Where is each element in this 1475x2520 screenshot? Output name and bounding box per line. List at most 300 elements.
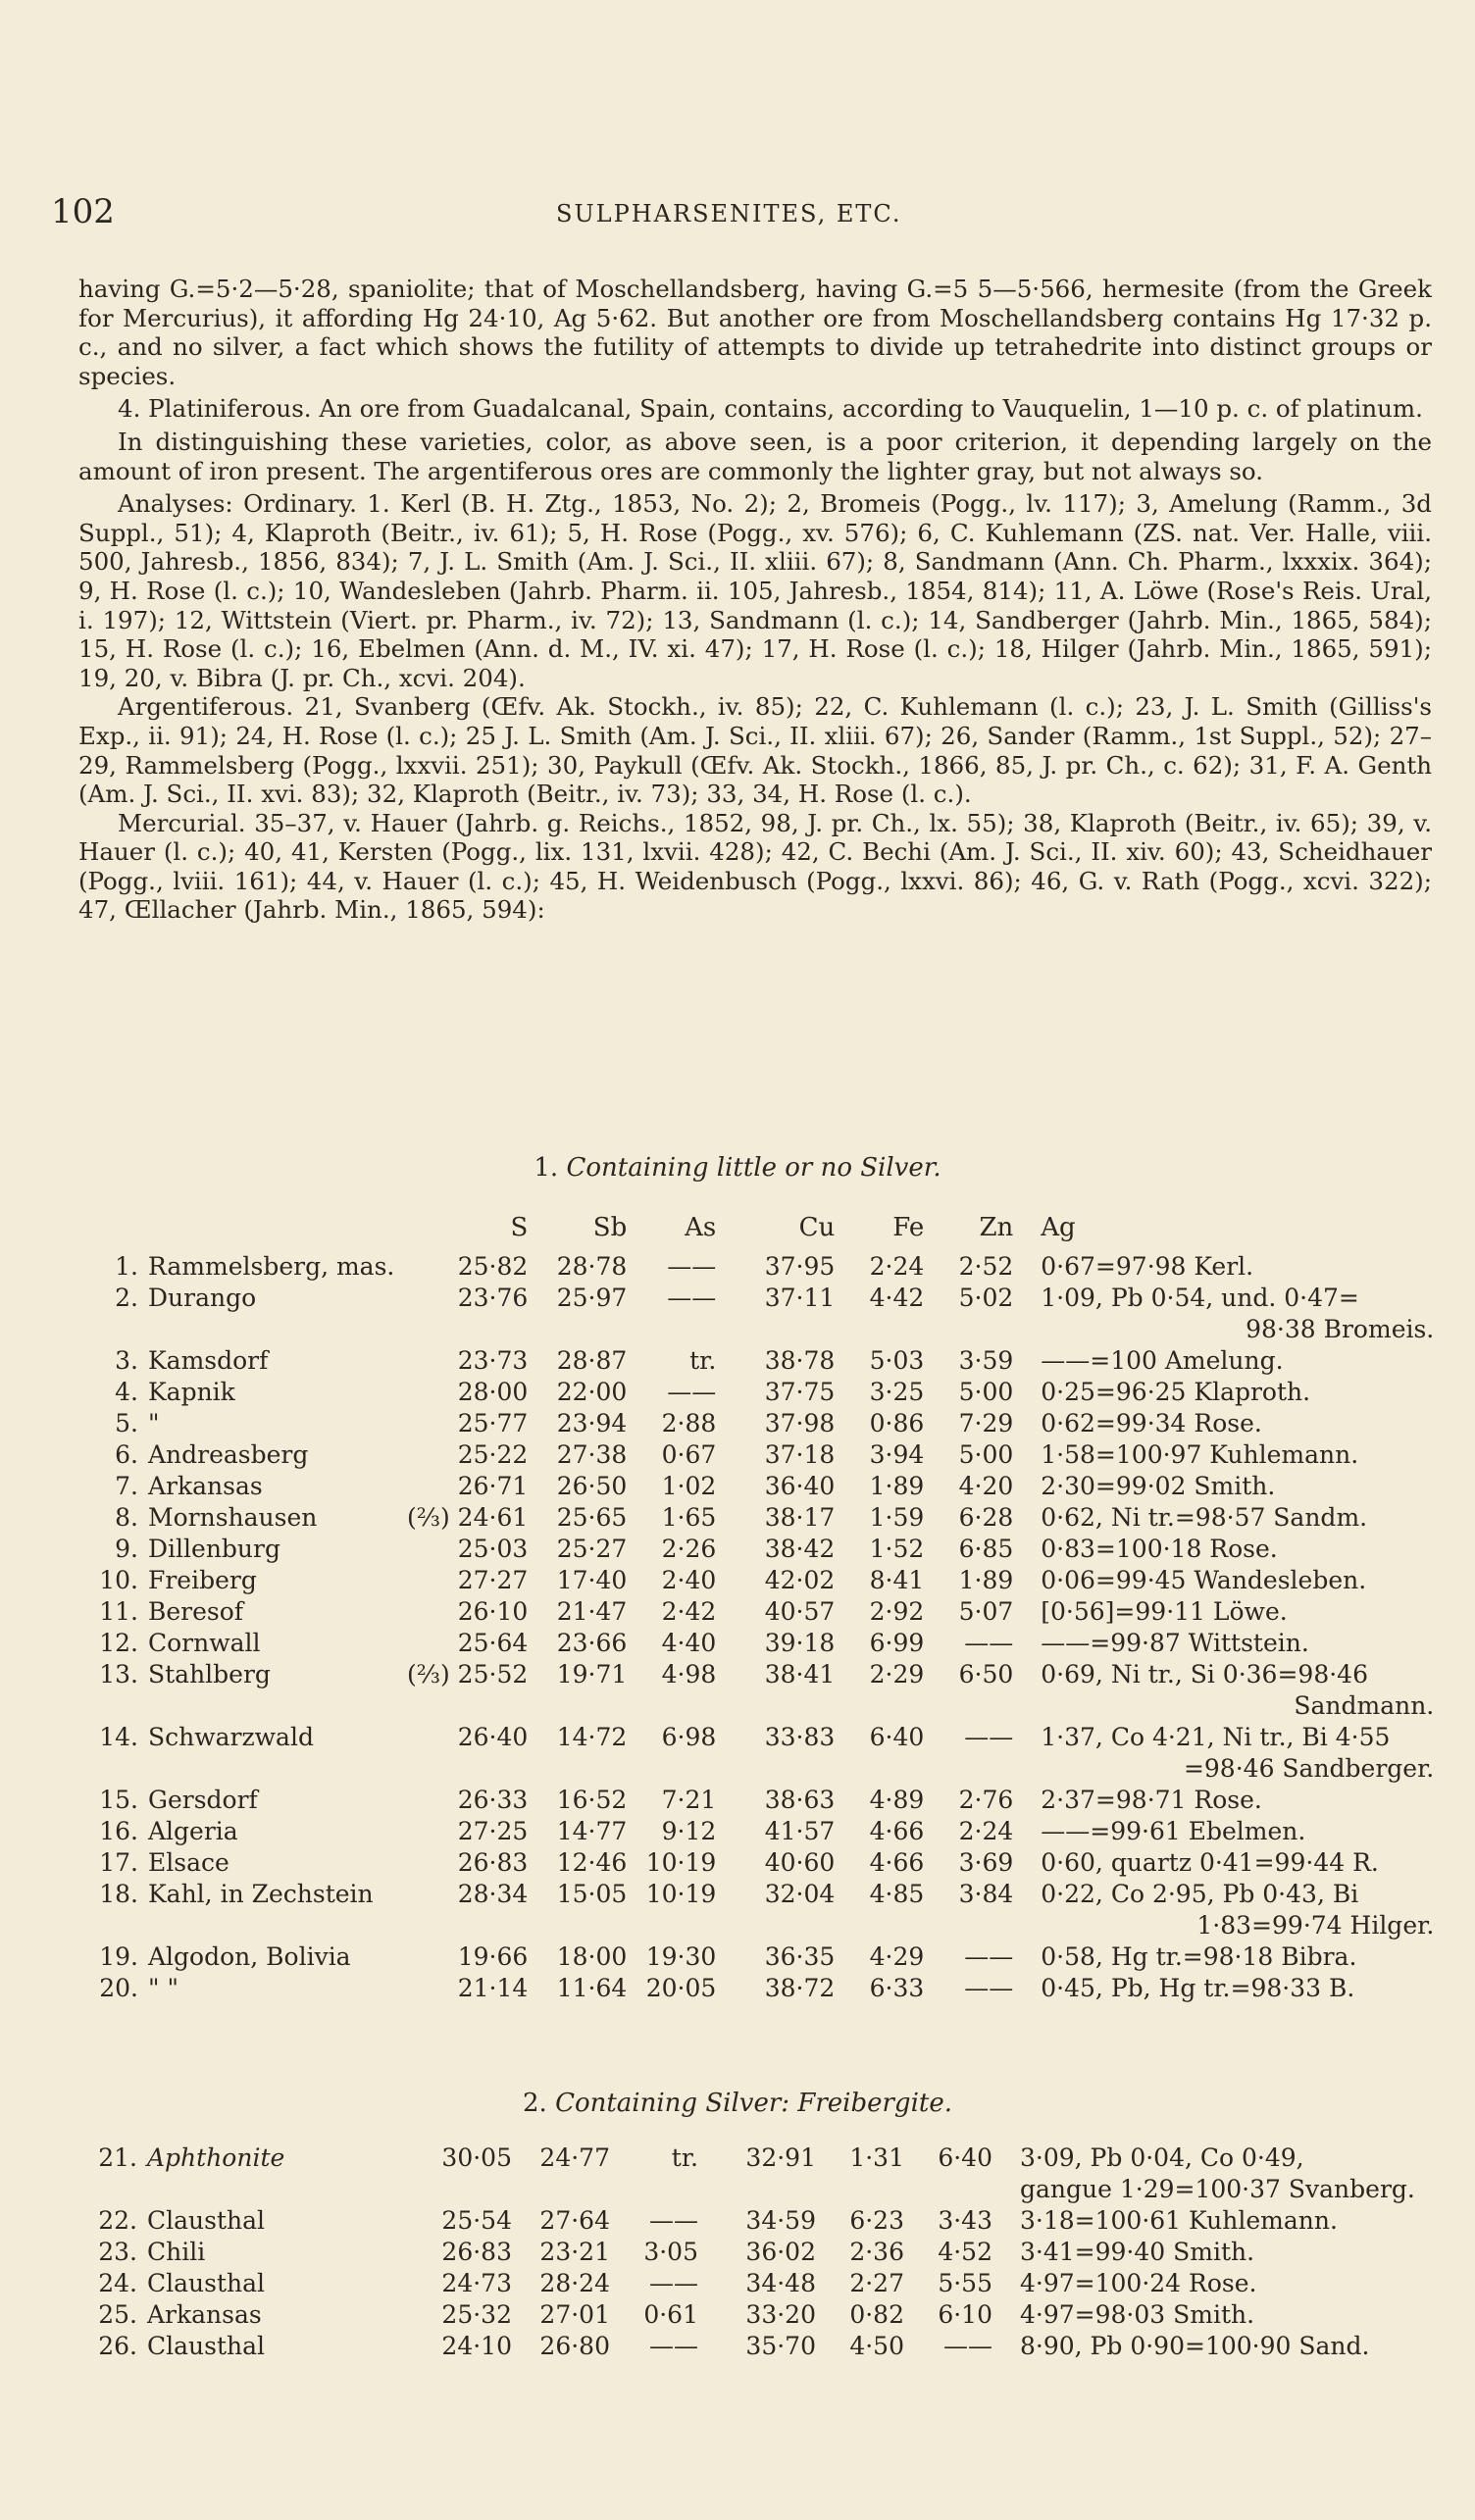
- value-ag: 4·97=98·03 Smith.: [1020, 2300, 1255, 2329]
- value-as: 1·65: [661, 1503, 717, 1532]
- locality: [147, 2175, 404, 2206]
- row-number: 21.: [98, 2143, 137, 2172]
- locality: Clausthal: [147, 2206, 266, 2235]
- value-as: 20·05: [645, 1974, 717, 2002]
- value-s: 24·73: [441, 2269, 512, 2297]
- locality: ": [148, 1409, 160, 1437]
- value-cu: 34·48: [745, 2269, 816, 2297]
- value-sb: 26·50: [556, 1472, 628, 1500]
- value-fe: 4·29: [869, 1942, 925, 1971]
- value-as: ——: [667, 1284, 717, 1312]
- value-s: 26·10: [457, 1597, 529, 1626]
- value-fe: 2·29: [869, 1660, 925, 1688]
- locality: Algeria: [148, 1817, 238, 1845]
- value-as: 2·40: [661, 1566, 717, 1594]
- value-sb: 27·01: [539, 2300, 610, 2329]
- paragraph: Mercurial. 35–37, v. Hauer (Jahrb. g. Reichs., 1852, 98, J. pr. Ch., lx. 55); 38, Klaproth (Beitr., iv. 65); 39, v. Hauer (l. c.); 40, 41, Kersten (Pogg., lix. 131, lxvii. 428); 42, C. Bechi (Am. J. Sci., II. xiv. 60); 43, Scheidhauer (Pogg., lviii. 161); 44, v. Hauer (l. c.); 45, H. Weidenbusch (Pogg., lxxvi. 86); 46, G. v. Rath (Pogg., xcvi. 322); 47, Œllacher (Jahrb. Min., 1865, 594):: [78, 808, 1432, 925]
- value-fe: 4·85: [869, 1880, 925, 1908]
- value-as: 9·12: [661, 1817, 717, 1845]
- value-zn: 6·50: [958, 1660, 1014, 1688]
- locality: Mornshausen: [148, 1503, 318, 1532]
- value-as: ——: [649, 2206, 698, 2235]
- value-ag: 3·09, Pb 0·04, Co 0·49,: [1020, 2143, 1304, 2172]
- value-s: 23·73: [457, 1346, 529, 1375]
- row-number: 5.: [115, 1409, 138, 1437]
- value-s: 26·40: [457, 1723, 529, 1751]
- value-ag: 0·83=100·18 Rose.: [1041, 1535, 1278, 1563]
- value-cu: 38·63: [764, 1786, 836, 1814]
- value-as: tr.: [671, 2143, 698, 2172]
- value-ag: 8·90, Pb 0·90=100·90 Sand.: [1020, 2332, 1370, 2360]
- value-sb: 27·38: [556, 1440, 628, 1469]
- table-header-row: [90, 1212, 1434, 1252]
- value-sb: 15·05: [556, 1880, 628, 1908]
- value-zn: ——: [964, 1974, 1014, 2002]
- value-ag: 98·38 Bromeis.: [1246, 1315, 1435, 1343]
- value-sb: 23·66: [556, 1629, 628, 1657]
- value-zn: 6·40: [938, 2143, 992, 2172]
- running-head: SULPHARSENITES, ETC.: [556, 200, 902, 227]
- table-row: [90, 1440, 1434, 1472]
- value-zn: ——: [964, 1942, 1014, 1971]
- value-s: 25·03: [457, 1535, 529, 1563]
- value-s: (⅔) 25·52: [407, 1660, 529, 1688]
- value-s: [407, 1911, 537, 1942]
- value-zn: 3·43: [938, 2206, 992, 2235]
- value-fe: [844, 1691, 934, 1723]
- value-zn: [934, 1315, 1023, 1346]
- locality: [148, 1315, 407, 1346]
- table-row: [90, 1754, 1434, 1786]
- value-zn: ——: [943, 2332, 992, 2360]
- row-number: 18.: [99, 1880, 138, 1908]
- value-cu: 38·42: [764, 1535, 836, 1563]
- value-fe: 8·41: [869, 1566, 925, 1594]
- column-header-sb: Sb: [592, 1213, 628, 1242]
- value-cu: 37·75: [764, 1378, 836, 1406]
- value-sb: 14·77: [556, 1817, 628, 1845]
- value-s: (⅔) 24·61: [407, 1503, 529, 1532]
- row-number: 9.: [115, 1535, 138, 1563]
- table-row: [90, 1848, 1434, 1880]
- value-cu: 34·59: [745, 2206, 816, 2235]
- value-zn: 5·07: [958, 1597, 1014, 1626]
- table-row: [90, 2332, 1415, 2363]
- table-row: [90, 1535, 1434, 1566]
- value-ag: 1·83=99·74 Hilger.: [1196, 1911, 1435, 1940]
- value-fe: 4·89: [869, 1786, 925, 1814]
- table-row: [90, 1566, 1434, 1597]
- value-sb: 24·77: [539, 2143, 610, 2172]
- value-zn: [934, 1691, 1023, 1723]
- value-zn: ——: [964, 1629, 1014, 1657]
- row-number: 8.: [115, 1503, 138, 1532]
- value-sb: 23·21: [539, 2238, 610, 2266]
- value-ag: 2·37=98·71 Rose.: [1041, 1786, 1262, 1814]
- table-row: [90, 1629, 1434, 1660]
- table-row: [90, 1723, 1434, 1754]
- value-sb: 16·52: [556, 1786, 628, 1814]
- row-number: 3.: [115, 1346, 138, 1375]
- value-ag: 4·97=100·24 Rose.: [1020, 2269, 1257, 2297]
- value-zn: [934, 1754, 1023, 1786]
- row-number: 1.: [115, 1252, 138, 1281]
- value-fe: 2·24: [869, 1252, 925, 1281]
- column-header-zn: Zn: [979, 1213, 1014, 1242]
- value-fe: 3·25: [869, 1378, 925, 1406]
- value-sb: 28·78: [556, 1252, 628, 1281]
- value-fe: 1·89: [869, 1472, 925, 1500]
- value-zn: 6·85: [958, 1535, 1014, 1563]
- value-ag: 3·41=99·40 Smith.: [1020, 2238, 1255, 2266]
- table-row: [90, 1315, 1434, 1346]
- value-as: ——: [667, 1378, 717, 1406]
- locality: [148, 1691, 407, 1723]
- value-s: 24·10: [441, 2332, 512, 2360]
- value-cu: 36·35: [764, 1942, 836, 1971]
- locality: [148, 1754, 407, 1786]
- row-number: 4.: [115, 1378, 138, 1406]
- value-cu: 42·02: [764, 1566, 836, 1594]
- value-fe: 6·99: [869, 1629, 925, 1657]
- page-header: [51, 192, 1424, 231]
- row-number: [90, 1911, 148, 1942]
- value-ag: 2·30=99·02 Smith.: [1041, 1472, 1276, 1500]
- row-number: 11.: [99, 1597, 138, 1626]
- value-as: [636, 1754, 726, 1786]
- value-cu: 32·91: [745, 2143, 816, 2172]
- paragraph: 4. Platiniferous. An ore from Guadalcanal, Spain, contains, according to Vauquelin, 1—10 p. c. of platinum.: [118, 394, 1423, 424]
- table-row: [90, 1786, 1434, 1817]
- value-as: 10·19: [645, 1880, 717, 1908]
- value-cu: [726, 1691, 844, 1723]
- page-number: 102: [51, 192, 115, 231]
- row-number: 26.: [98, 2332, 137, 2360]
- locality: Arkansas: [147, 2300, 262, 2329]
- value-s: [407, 1691, 537, 1723]
- value-sb: 21·47: [556, 1597, 628, 1626]
- value-cu: 41·57: [764, 1817, 836, 1845]
- table-row: [90, 1346, 1434, 1378]
- value-fe: 0·82: [849, 2300, 904, 2329]
- table-row: [90, 2143, 1415, 2175]
- paragraph: having G.=5·2—5·28, spaniolite; that of Moschellandsberg, having G.=5 5—5·566, hermesite (from the Greek for Mercurius), it affording Hg 24·10, Ag 5·62. But another ore from Moschellandsberg contains Hg 17·32 p. c., and no silver, a fact which shows the futility of attempts to divide up tetrahedrite into distinct groups or species.: [78, 275, 1432, 390]
- value-ag: 0·22, Co 2·95, Pb 0·43, Bi: [1041, 1880, 1359, 1908]
- value-ag: 0·60, quartz 0·41=99·44 R.: [1041, 1848, 1379, 1877]
- value-as: tr.: [689, 1346, 717, 1375]
- locality: Aphthonite: [147, 2143, 285, 2172]
- locality: Chili: [147, 2238, 206, 2266]
- table-row: [90, 1974, 1434, 2005]
- value-as: 2·26: [661, 1535, 717, 1563]
- value-cu: 37·18: [764, 1440, 836, 1469]
- row-number: [90, 2175, 147, 2206]
- row-number: 17.: [99, 1848, 138, 1877]
- value-s: 19·66: [457, 1942, 529, 1971]
- locality: Kahl, in Zechstein: [148, 1880, 374, 1908]
- analyses-table-2: [90, 2143, 1415, 2363]
- value-cu: [726, 1911, 844, 1942]
- value-ag: ——=100 Amelung.: [1041, 1346, 1284, 1375]
- value-fe: 6·40: [869, 1723, 925, 1751]
- table-row: [90, 2238, 1415, 2269]
- table-row: [90, 1817, 1434, 1848]
- row-number: 22.: [98, 2206, 137, 2235]
- value-cu: 37·95: [764, 1252, 836, 1281]
- row-number: 19.: [99, 1942, 138, 1971]
- value-s: 27·25: [457, 1817, 529, 1845]
- locality: " ": [148, 1974, 178, 2002]
- locality: Beresof: [148, 1597, 244, 1626]
- value-as: 7·21: [661, 1786, 717, 1814]
- value-sb: 26·80: [539, 2332, 610, 2360]
- value-fe: [826, 2175, 914, 2206]
- value-fe: 6·33: [869, 1974, 925, 2002]
- value-sb: [522, 2175, 620, 2206]
- value-cu: 32·04: [764, 1880, 836, 1908]
- value-fe: [844, 1315, 934, 1346]
- value-cu: [726, 1754, 844, 1786]
- locality: Andreasberg: [148, 1440, 309, 1469]
- table-row: [90, 1409, 1434, 1440]
- value-zn: 6·10: [938, 2300, 992, 2329]
- value-as: ——: [667, 1252, 717, 1281]
- row-number: 2.: [115, 1284, 138, 1312]
- locality: Arkansas: [148, 1472, 263, 1500]
- value-fe: 4·66: [869, 1848, 925, 1877]
- value-as: 10·19: [645, 1848, 717, 1877]
- value-s: 25·77: [457, 1409, 529, 1437]
- value-sb: 12·46: [556, 1848, 628, 1877]
- value-as: [636, 1691, 726, 1723]
- section-2-title: 2. Containing Silver: Freibergite.: [522, 2089, 952, 2118]
- table-row: [90, 2206, 1415, 2238]
- paragraph: Argentiferous. 21, Svanberg (Œfv. Ak. Stockh., iv. 85); 22, C. Kuhlemann (l. c.); 23, J. L. Smith (Gilliss's Exp., ii. 91); 24, H. Rose (l. c.); 25 J. L. Smith (Am. J. Sci., II. xliii. 67); 26, Sander (Ramm., 1st Suppl., 52); 27–29, Rammelsberg (Pogg., lxxvii. 251); 30, Paykull (Œfv. Ak. Stockh., 1866, 85, J. pr. Ch., c. 62); 31, F. A. Genth (Am. J. Sci., II. xvi. 83); 32, Klaproth (Beitr., iv. 73); 33, 34, H. Rose (l. c.).: [78, 692, 1432, 809]
- value-as: 1·02: [661, 1472, 717, 1500]
- table-row: [90, 1597, 1434, 1629]
- value-s: 25·54: [441, 2206, 512, 2235]
- value-ag: ——=99·61 Ebelmen.: [1041, 1817, 1306, 1845]
- value-fe: 4·50: [849, 2332, 904, 2360]
- value-zn: 2·76: [958, 1786, 1014, 1814]
- value-zn: 3·59: [958, 1346, 1014, 1375]
- column-header-s: S: [510, 1213, 529, 1242]
- value-as: [620, 2175, 708, 2206]
- locality: Freiberg: [148, 1566, 257, 1594]
- value-zn: 3·84: [958, 1880, 1014, 1908]
- value-s: 27·27: [457, 1566, 529, 1594]
- row-number: 25.: [98, 2300, 137, 2329]
- value-ag: 1·09, Pb 0·54, und. 0·47=: [1041, 1284, 1359, 1312]
- value-as: ——: [649, 2269, 698, 2297]
- value-zn: 3·69: [958, 1848, 1014, 1877]
- value-sb: 23·94: [556, 1409, 628, 1437]
- value-zn: 6·28: [958, 1503, 1014, 1532]
- value-as: 4·98: [661, 1660, 717, 1688]
- value-cu: 33·20: [745, 2300, 816, 2329]
- section-1-title: 1. Containing little or no Silver.: [534, 1153, 941, 1183]
- locality: Stahlberg: [148, 1660, 271, 1688]
- value-fe: [844, 1911, 934, 1942]
- value-zn: [914, 2175, 1002, 2206]
- locality: Durango: [148, 1284, 257, 1312]
- locality: Cornwall: [148, 1629, 261, 1657]
- value-as: 2·88: [661, 1409, 717, 1437]
- value-cu: 36·40: [764, 1472, 836, 1500]
- value-as: 0·67: [661, 1440, 717, 1469]
- row-number: 7.: [115, 1472, 138, 1500]
- value-ag: 0·58, Hg tr.=98·18 Bibra.: [1041, 1942, 1357, 1971]
- analyses-table-1: [90, 1212, 1434, 2005]
- value-ag: 0·69, Ni tr., Si 0·36=98·46: [1041, 1660, 1368, 1688]
- body-text: [78, 275, 1432, 925]
- value-cu: 38·72: [764, 1974, 836, 2002]
- value-zn: 1·89: [958, 1566, 1014, 1594]
- value-ag: 1·58=100·97 Kuhlemann.: [1041, 1440, 1359, 1469]
- row-number: [90, 1754, 148, 1786]
- locality: Clausthal: [147, 2269, 266, 2297]
- value-s: 25·82: [457, 1252, 529, 1281]
- value-s: [407, 1315, 537, 1346]
- value-zn: 5·00: [958, 1440, 1014, 1469]
- value-ag: 1·37, Co 4·21, Ni tr., Bi 4·55: [1041, 1723, 1391, 1751]
- value-as: ——: [649, 2332, 698, 2360]
- column-header-as: As: [685, 1213, 717, 1242]
- row-number: 6.: [115, 1440, 138, 1469]
- value-sb: 27·64: [539, 2206, 610, 2235]
- value-as: 0·61: [643, 2300, 698, 2329]
- row-number: 23.: [98, 2238, 137, 2266]
- value-ag: 0·62=99·34 Rose.: [1041, 1409, 1262, 1437]
- value-ag: 0·62, Ni tr.=98·57 Sandm.: [1041, 1503, 1368, 1532]
- value-s: 28·00: [457, 1378, 529, 1406]
- value-sb: 25·65: [556, 1503, 628, 1532]
- row-number: 20.: [99, 1974, 138, 2002]
- row-number: 12.: [99, 1629, 138, 1657]
- table-row: [90, 1378, 1434, 1409]
- value-fe: 2·36: [849, 2238, 904, 2266]
- value-s: 26·33: [457, 1786, 529, 1814]
- value-as: [636, 1911, 726, 1942]
- locality: Kapnik: [148, 1378, 235, 1406]
- value-as: [636, 1315, 726, 1346]
- value-ag: 0·06=99·45 Wandesleben.: [1041, 1566, 1367, 1594]
- value-fe: 4·66: [869, 1817, 925, 1845]
- value-cu: 36·02: [745, 2238, 816, 2266]
- value-zn: 5·00: [958, 1378, 1014, 1406]
- value-fe: 2·92: [869, 1597, 925, 1626]
- value-fe: 3·94: [869, 1440, 925, 1469]
- value-fe: 6·23: [849, 2206, 904, 2235]
- table-row: [90, 1252, 1434, 1284]
- table-row: [90, 1284, 1434, 1315]
- locality: Rammelsberg, mas.: [148, 1252, 395, 1281]
- value-ag: Sandmann.: [1294, 1691, 1435, 1720]
- paragraph: Analyses: Ordinary. 1. Kerl (B. H. Ztg., 1853, No. 2); 2, Bromeis (Pogg., lv. 117); 3, Amelung (Ramm., 3d Suppl., 51); 4, Klaproth (Beitr., iv. 61); 5, H. Rose (Pogg., xv. 576); 6, C. Kuhlemann (ZS. nat. Ver. Halle, viii. 500, Jahresb., 1856, 834); 7, J. L. Smith (Am. J. Sci., II. xliii. 67); 8, Sandmann (Ann. Ch. Pharm., lxxxix. 364); 9, H. Rose (l. c.); 10, Wandesleben (Jahrb. Pharm. ii. 105, Jahresb., 1854, 814); 11, A. Löwe (Rose's Reis. Ural, i. 197); 12, Wittstein (Viert. pr. Pharm., iv. 72); 13, Sandmann (l. c.); 14, Sandberger (Jahrb. Min., 1865, 584); 15, H. Rose (l. c.); 16, Ebelmen (Ann. d. M., IV. xi. 47); 17, H. Rose (l. c.); 18, Hilger (Jahrb. Min., 1865, 591); 19, 20, v. Bibra (J. pr. Ch., xcvi. 204).: [78, 489, 1432, 692]
- value-ag: 3·18=100·61 Kuhlemann.: [1020, 2206, 1338, 2235]
- value-s: 25·22: [457, 1440, 529, 1469]
- value-zn: 5·02: [958, 1284, 1014, 1312]
- locality: Dillenburg: [148, 1535, 280, 1563]
- value-sb: 18·00: [556, 1942, 628, 1971]
- table-row: [90, 1691, 1434, 1723]
- value-s: 30·05: [441, 2143, 512, 2172]
- value-sb: 19·71: [556, 1660, 628, 1688]
- row-number: 10.: [99, 1566, 138, 1594]
- value-sb: [537, 1911, 636, 1942]
- value-zn: 4·20: [958, 1472, 1014, 1500]
- table-row: [90, 2175, 1415, 2206]
- value-zn: ——: [964, 1723, 1014, 1751]
- value-as: 3·05: [643, 2238, 698, 2266]
- value-s: 28·34: [457, 1880, 529, 1908]
- locality: Gersdorf: [148, 1786, 258, 1814]
- value-fe: 1·31: [849, 2143, 904, 2172]
- table-row: [90, 1942, 1434, 1974]
- value-zn: 7·29: [958, 1409, 1014, 1437]
- locality: [148, 1911, 407, 1942]
- value-sb: 25·97: [556, 1284, 628, 1312]
- value-sb: 11·64: [556, 1974, 628, 2002]
- value-s: 26·83: [457, 1848, 529, 1877]
- value-cu: 35·70: [745, 2332, 816, 2360]
- value-cu: 33·83: [764, 1723, 836, 1751]
- value-cu: 37·11: [764, 1284, 836, 1312]
- value-ag: gangue 1·29=100·37 Svanberg.: [1020, 2175, 1415, 2203]
- locality: Algodon, Bolivia: [148, 1942, 351, 1971]
- value-sb: [537, 1315, 636, 1346]
- value-sb: 14·72: [556, 1723, 628, 1751]
- value-zn: 4·52: [938, 2238, 992, 2266]
- value-sb: 28·24: [539, 2269, 610, 2297]
- value-cu: 39·18: [764, 1629, 836, 1657]
- value-ag: 0·67=97·98 Kerl.: [1041, 1252, 1254, 1281]
- value-s: 23·76: [457, 1284, 529, 1312]
- value-cu: [726, 1315, 844, 1346]
- table-row: [90, 1911, 1434, 1942]
- value-zn: 5·55: [938, 2269, 992, 2297]
- value-cu: 37·98: [764, 1409, 836, 1437]
- row-number: 15.: [99, 1786, 138, 1814]
- value-cu: 38·17: [764, 1503, 836, 1532]
- value-sb: 22·00: [556, 1378, 628, 1406]
- value-cu: 38·78: [764, 1346, 836, 1375]
- value-fe: 5·03: [869, 1346, 925, 1375]
- value-sb: [537, 1754, 636, 1786]
- value-as: 4·40: [661, 1629, 717, 1657]
- value-ag: 0·25=96·25 Klaproth.: [1041, 1378, 1311, 1406]
- column-header-cu: Cu: [798, 1213, 836, 1242]
- value-s: 25·64: [457, 1629, 529, 1657]
- value-ag: [0·56]=99·11 Löwe.: [1041, 1597, 1288, 1626]
- locality: Kamsdorf: [148, 1346, 269, 1375]
- value-s: [407, 1754, 537, 1786]
- row-number: 16.: [99, 1817, 138, 1845]
- row-number: [90, 1691, 148, 1723]
- value-ag: 0·45, Pb, Hg tr.=98·33 B.: [1041, 1974, 1355, 2002]
- value-zn: 2·52: [958, 1252, 1014, 1281]
- value-fe: 4·42: [869, 1284, 925, 1312]
- table-row: [90, 1880, 1434, 1911]
- value-ag: =98·46 Sandberger.: [1183, 1754, 1435, 1783]
- value-cu: 40·57: [764, 1597, 836, 1626]
- value-zn: 2·24: [958, 1817, 1014, 1845]
- value-as: 19·30: [645, 1942, 717, 1971]
- value-sb: 28·87: [556, 1346, 628, 1375]
- locality: Schwarzwald: [148, 1723, 314, 1751]
- value-cu: 40·60: [764, 1848, 836, 1877]
- value-cu: [708, 2175, 826, 2206]
